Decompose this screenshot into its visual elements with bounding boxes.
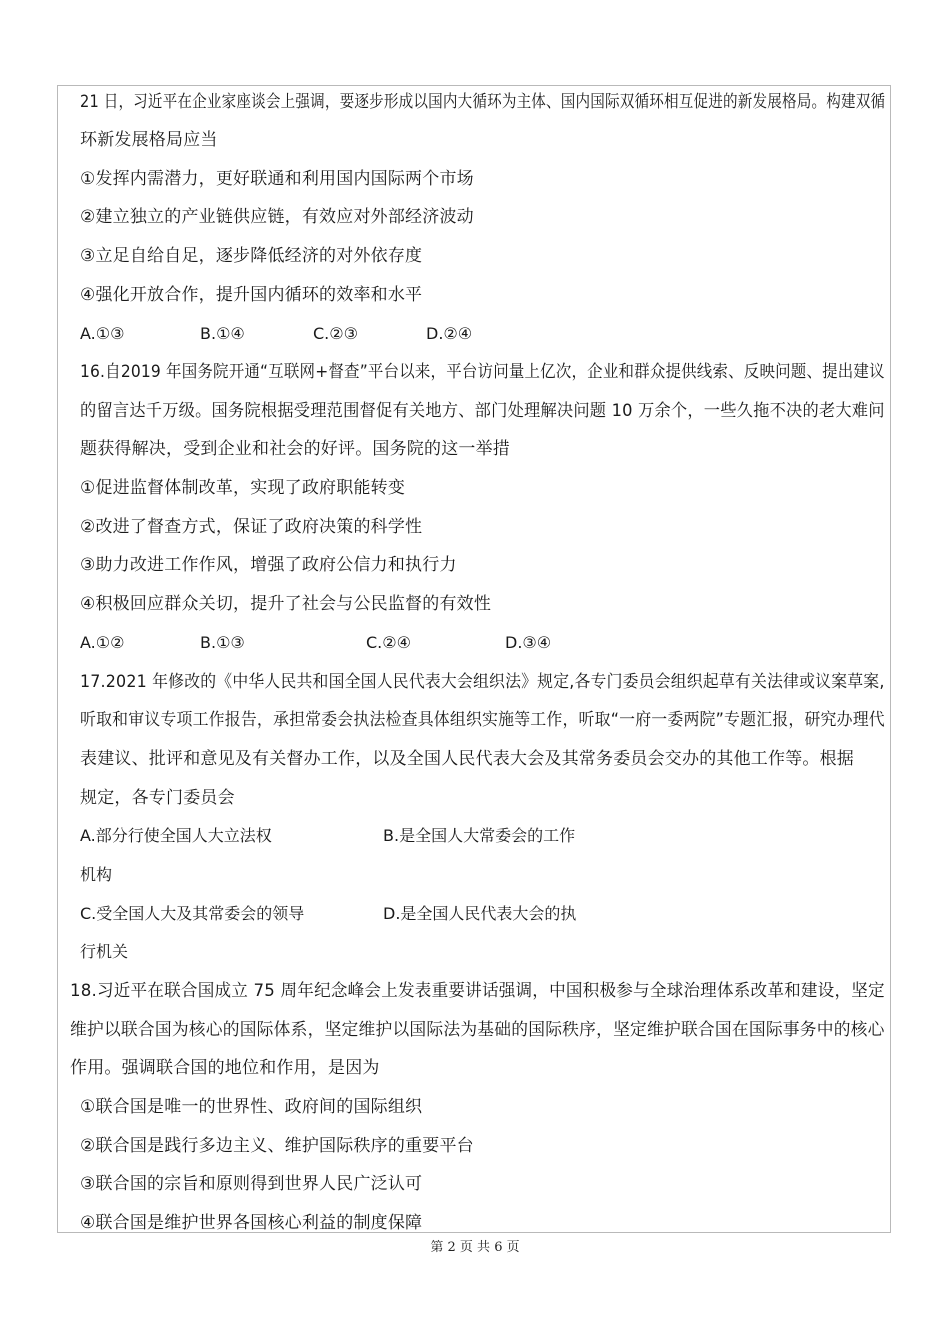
q17-stem-line: 听取和审议专项工作报告，承担常委会执法检查具体组织实施等工作，听取“一府一委两院”专题汇报，研究办理代 [80,710,885,730]
q18-item: ①联合国是唯一的世界性、政府间的国际组织 [80,1097,423,1117]
q17-stem-line: 表建议、批评和意见及有关督办工作，以及全国人民代表大会及其常务委员会交办的其他工作等。根据 [80,749,854,769]
q16-item: ③助力改进工作作风，增强了政府公信力和执行力 [80,555,457,575]
q17-stem-line: 规定，各专门委员会 [80,788,235,808]
page-number-footer: 第 2 页 共 6 页 [430,1240,520,1255]
q16-option-a: A.①② [80,633,125,652]
q15-stem-line: 环新发展格局应当 [80,130,218,150]
q16-item: ②改进了督查方式，保证了政府决策的科学性 [80,517,423,537]
q17-option-d: D.是全国人民代表大会的执 [383,904,577,923]
q16-stem-line: 16.自2019 年国务院开通“互联网+督查”平台以来，平台访问量上亿次，企业和群众提供线索、反映问题、提出建议 [80,362,885,382]
q15-item: ③立足自给自足，逐步降低经济的对外依存度 [80,246,423,266]
q16-option-b: B.①③ [200,633,245,652]
q18-stem-line: 维护以联合国为核心的国际体系，坚定维护以国际法为基础的国际秩序，坚定维护联合国在国际事务中的核心 [70,1020,885,1040]
q16-option-d: D.③④ [505,633,552,652]
q16-stem-line: 的留言达千万级。国务院根据受理范围督促有关地方、部门处理解决问题 10 万余个，一些久拖不决的老大难问 [80,401,885,421]
q15-option-c: C.②③ [313,324,358,343]
q17-option-c: C.受全国人大及其常委会的领导 [80,904,305,923]
q16-item: ④积极回应群众关切，提升了社会与公民监督的有效性 [80,594,492,614]
q15-item: ④强化开放合作，提升国内循环的效率和水平 [80,285,423,305]
q16-option-c: C.②④ [366,633,411,652]
q17-option-b: B.是全国人大常委会的工作 [383,826,576,845]
q18-item: ②联合国是践行多边主义、维护国际秩序的重要平台 [80,1136,474,1156]
q18-item: ④联合国是维护世界各国核心利益的制度保障 [80,1213,423,1233]
q15-item: ②建立独立的产业链供应链，有效应对外部经济波动 [80,207,474,227]
q17-option-d-continued: 行机关 [80,942,129,961]
q18-stem-line: 18.习近平在联合国成立 75 周年纪念峰会上发表重要讲话强调，中国积极参与全球治理体系改革和建设，坚定 [70,981,885,1001]
q18-item: ③联合国的宗旨和原则得到世界人民广泛认可 [80,1174,423,1194]
q18-stem-line: 作用。强调联合国的地位和作用，是因为 [70,1058,380,1078]
q15-option-a: A.①③ [80,324,125,343]
q16-item: ①促进监督体制改革，实现了政府职能转变 [80,478,406,498]
q17-option-b-continued: 机构 [80,865,113,884]
q17-stem-line: 17.2021 年修改的《中华人民共和国全国人民代表大会组织法》规定,各专门委员会组织起草有关法律或议案草案, [80,672,885,692]
q16-stem-line: 题获得解决，受到企业和社会的好评。国务院的这一举措 [80,439,510,459]
q15-option-b: B.①④ [200,324,245,343]
q15-option-d: D.②④ [426,324,473,343]
q17-option-a: A.部分行使全国人大立法权 [80,826,272,845]
q15-item: ①发挥内需潜力，更好联通和利用国内国际两个市场 [80,169,474,189]
q15-stem-line: 21 日，习近平在企业家座谈会上强调，要逐步形成以国内大循环为主体、国内国际双循环相互促进的新发展格局。构建双循 [80,92,886,112]
